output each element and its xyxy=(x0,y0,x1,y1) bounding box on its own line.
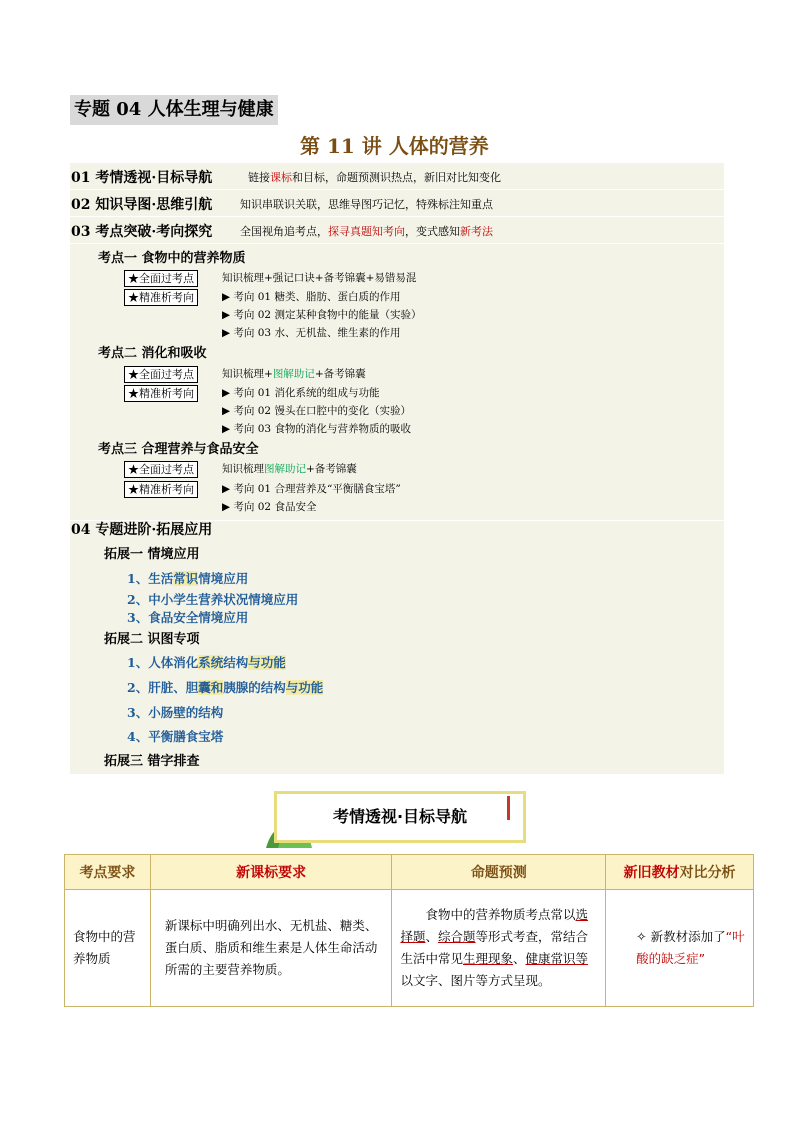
item-highlight: 囊 xyxy=(198,680,211,695)
desc-text: 全国视角追考点， xyxy=(240,225,328,238)
item-text: 胰腺的结构 xyxy=(223,680,286,695)
cell-highlight: “叶酸的缺乏症” xyxy=(636,929,745,966)
ext1-item[interactable]: 2、中小学生营养状况情境应用 xyxy=(127,592,299,607)
toc-section-02-desc: 知识串联识关联，思维导图巧记忆，特殊标注知重点 xyxy=(240,198,493,211)
cell-prediction xyxy=(392,890,606,1007)
ext2-item[interactable]: 3、小肠壁的结构 xyxy=(127,705,224,720)
cell-text: 等形式考查，常结合生活中常见 xyxy=(400,929,589,966)
desc-text: 链接 xyxy=(248,171,270,184)
line-text: 知识梳理 xyxy=(222,463,264,475)
tag-full-review: ★全面过考点 xyxy=(124,461,198,478)
header-requirement: 考点要求 xyxy=(65,855,151,890)
cell-text: 、 xyxy=(425,929,439,944)
ext2-item[interactable] xyxy=(127,679,323,697)
desc-highlight: 新考法 xyxy=(460,225,493,238)
kp3-item[interactable]: ▶ 考向 01 合理营养及“平衡膳食宝塔” xyxy=(222,483,401,495)
cell-text: ✧ 新教材添加了 xyxy=(636,929,726,944)
kp1-item[interactable]: ▶ 考向 02 测定某种食物中的能量（实验） xyxy=(222,309,422,321)
banner-box xyxy=(274,791,526,843)
desc-text: 和目标，命题预测识热点，新旧对比知变化 xyxy=(292,171,501,184)
item-highlight: 与 xyxy=(285,680,299,695)
kp2-line xyxy=(222,367,366,382)
tag-precise-analysis: ★精准析考向 xyxy=(124,385,198,402)
item-text: 情境应用 xyxy=(198,571,249,586)
divider xyxy=(70,243,724,244)
toc-ext1-title[interactable]: 拓展一 情境应用 xyxy=(104,547,200,562)
toc-section-01[interactable]: 01 考情透视·目标导航 xyxy=(71,170,213,186)
table-row xyxy=(65,890,754,1007)
cell-underlined: 选择题 xyxy=(400,907,589,944)
kp3-line xyxy=(222,462,357,477)
corner-mark-icon xyxy=(505,796,513,820)
kp3-item[interactable]: ▶ 考向 02 食品安全 xyxy=(222,501,317,513)
item-text: 1、人体消化 xyxy=(127,655,199,670)
ext2-item[interactable] xyxy=(127,654,286,672)
tag-precise-analysis: ★精准析考向 xyxy=(124,289,198,306)
toc-section-04[interactable]: 04 专题进阶·拓展应用 xyxy=(71,522,213,538)
ext1-item[interactable] xyxy=(127,570,248,588)
kp2-item[interactable]: ▶ 考向 01 消化系统的组成与功能 xyxy=(222,387,380,399)
desc-text: ，变式感知 xyxy=(405,225,460,238)
cell-curriculum: 新课标中明确列出水、无机盐、糖类、蛋白质、脂质和维生素是人体生命活动所需的主要营养物质。 xyxy=(150,890,392,1007)
divider xyxy=(70,189,724,190)
kp1-line: 知识梳理+强记口诀+备考锦囊+易错易混 xyxy=(222,272,417,284)
ext1-item[interactable]: 3、食品安全情境应用 xyxy=(127,610,249,625)
cell-requirement: 食物中的营养物质 xyxy=(65,890,151,1007)
item-highlight: 功能 xyxy=(260,655,286,670)
header-part: 对比分析 xyxy=(679,865,736,881)
tag-full-review: ★全面过考点 xyxy=(124,270,198,287)
line-text: +备考锦囊 xyxy=(314,368,366,380)
desc-highlight: 课标 xyxy=(270,171,292,184)
cell-underlined: 生理现象 xyxy=(463,951,514,966)
header-prediction: 命题预测 xyxy=(392,855,606,890)
toc-kp1-title[interactable]: 考点一 食物中的营养物质 xyxy=(98,251,246,266)
line-text: +备考锦囊 xyxy=(306,463,357,475)
toc-section-03-desc xyxy=(240,224,493,240)
cell-comparison xyxy=(606,890,754,1007)
lecture-title: 第 11 讲 人体的营养 xyxy=(300,134,489,158)
item-highlight: 常识 xyxy=(173,571,199,586)
toc-section-03[interactable]: 03 考点突破·考向探究 xyxy=(71,224,213,240)
topic-header: 专题 04 人体生理与健康 xyxy=(70,95,278,125)
item-highlight: 和 xyxy=(210,680,224,695)
line-highlight: 图解助记 xyxy=(272,368,315,380)
banner-title: 考情透视·目标导航 xyxy=(332,807,468,826)
divider xyxy=(70,216,724,217)
cell-text: 食物中的营养物质考点常以 xyxy=(425,907,576,922)
toc-section-02[interactable]: 02 知识导图·思维引航 xyxy=(71,197,213,213)
ext2-item[interactable]: 4、平衡膳食宝塔 xyxy=(127,729,224,744)
table-header-row xyxy=(65,855,754,890)
item-text: 1、生活 xyxy=(127,571,174,586)
section-banner xyxy=(264,788,534,848)
kp2-item[interactable]: ▶ 考向 02 馒头在口腔中的变化（实验） xyxy=(222,405,411,417)
header-comparison xyxy=(606,855,754,890)
cell-underlined: 健康常识等 xyxy=(525,951,589,966)
toc-kp2-title[interactable]: 考点二 消化和吸收 xyxy=(98,346,207,361)
analysis-table xyxy=(64,854,754,1007)
toc-kp3-title[interactable]: 考点三 合理营养与食品安全 xyxy=(98,442,259,457)
kp2-item[interactable]: ▶ 考向 03 食物的消化与营养物质的吸收 xyxy=(222,423,411,435)
toc-ext3-title[interactable]: 拓展三 错字排查 xyxy=(104,754,200,769)
kp1-item[interactable]: ▶ 考向 01 糖类、脂肪、蛋白质的作用 xyxy=(222,291,401,303)
line-highlight: 图解助记 xyxy=(264,463,306,475)
header-part: 教材 xyxy=(651,865,680,881)
table-of-contents xyxy=(70,163,724,774)
item-highlight: 功能 xyxy=(298,680,324,695)
desc-highlight: 探寻真题知考向 xyxy=(328,225,405,238)
line-text: 知识梳理+ xyxy=(222,368,273,380)
toc-section-01-desc xyxy=(248,170,501,186)
cell-text: 、 xyxy=(513,951,526,966)
tag-precise-analysis: ★精准析考向 xyxy=(124,481,198,498)
item-highlight: 系统 xyxy=(198,655,224,670)
item-text: 结构 xyxy=(223,655,249,670)
toc-ext2-title[interactable]: 拓展二 识图专项 xyxy=(104,632,200,647)
cell-text: 以文字、图片等方式呈现。 xyxy=(400,973,551,988)
kp1-item[interactable]: ▶ 考向 03 水、无机盐、维生素的作用 xyxy=(222,327,401,339)
header-part: 新旧 xyxy=(623,865,652,881)
tag-full-review: ★全面过考点 xyxy=(124,366,198,383)
header-curriculum: 新课标要求 xyxy=(150,855,392,890)
item-highlight: 与 xyxy=(248,655,261,670)
cell-underlined: 综合题 xyxy=(438,929,476,944)
item-text: 2、肝脏、胆 xyxy=(127,680,199,695)
